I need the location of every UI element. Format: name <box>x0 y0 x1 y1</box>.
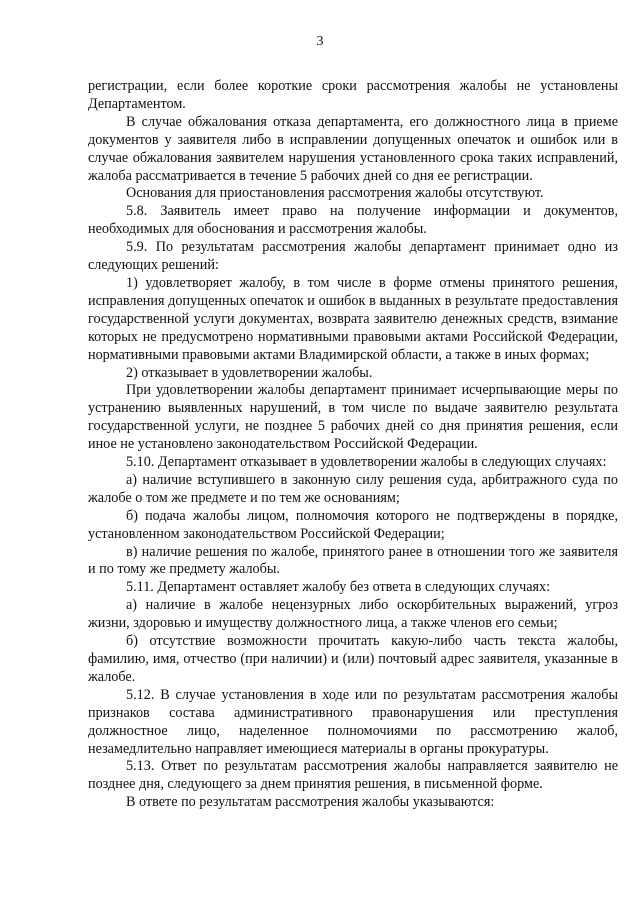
paragraph: 5.12. В случае установления в ходе или по результатам рассмотрения жалобы признаков состава административного правонарушения или преступления должностное лицо, наделенное полномочиями по рассмотрению жалоб, незамедлительно направляет имеющиеся материалы в органы прокуратуры. <box>88 686 618 757</box>
page-number: 3 <box>316 34 324 49</box>
paragraph: В случае обжалования отказа департамента, его должностного лица в приеме документов у заявителя либо в исправлении допущенных опечаток и ошибок или в случае обжалования заявителем нарушения установленного срока таких исправлений, жалоба рассматривается в течение 5 рабочих дней со дня ее регистрации. <box>88 113 618 184</box>
paragraph: а) наличие в жалобе нецензурных либо оскорбительных выражений, угроз жизни, здоровью и имуществу должностного лица, а также членов его семьи; <box>88 597 618 632</box>
paragraph: 5.9. По результатам рассмотрения жалобы департамент принимает одно из следующих решений: <box>88 239 618 274</box>
paragraph: 2) отказывает в удовлетворении жалобы. <box>126 364 373 381</box>
paragraph: При удовлетворении жалобы департамент принимает исчерпывающие меры по устранению выявленных нарушений, в том числе по выдаче заявителю результата государственной услуги, не позднее 5 рабочих дней со дня принятия решения, если иное не установлено законодательством Российской Федерации. <box>88 382 618 453</box>
paragraph: б) подача жалобы лицом, полномочия которого не подтверждены в порядке, установленном законодательством Российской Федерации; <box>88 507 618 542</box>
paragraph: 5.10. Департамент отказывает в удовлетворении жалобы в следующих случаях: <box>126 454 607 471</box>
paragraph: 5.8. Заявитель имеет право на получение информации и документов, необходимых для обоснования и рассмотрения жалобы. <box>88 203 618 238</box>
paragraph: 5.13. Ответ по результатам рассмотрения жалобы направляется заявителю не позднее дня, следующего за днем принятия решения, в письменной форме. <box>88 758 618 793</box>
paragraph: б) отсутствие возможности прочитать какую-либо часть текста жалобы, фамилию, имя, отчество (при наличии) и (или) почтовый адрес заявителя, указанные в жалобе. <box>88 633 618 685</box>
paragraph: Основания для приостановления рассмотрения жалобы отсутствуют. <box>126 185 544 202</box>
paragraph: регистрации, если более короткие сроки рассмотрения жалобы не установлены Департаментом. <box>88 78 618 112</box>
paragraph: 5.11. Департамент оставляет жалобу без ответа в следующих случаях: <box>126 579 551 596</box>
paragraph: 1) удовлетворяет жалобу, в том числе в форме отмены принятого решения, исправления допущенных опечаток и ошибок в выданных в результате предоставления государственной услуги документах, возврата заявителю денежных средств, взимание которых не предусмотрено нормативными правовыми актами Российской Федерации, нормативными правовыми актами Владимирской области, а также в иных формах; <box>88 274 618 363</box>
paragraph: в) наличие решения по жалобе, принятого ранее в отношении того же заявителя и по тому же предмету жалобы. <box>88 543 618 578</box>
body-text <box>88 78 618 812</box>
paragraph: а) наличие вступившего в законную силу решения суда, арбитражного суда по жалобе о том же предмете и по тем же основаниям; <box>88 471 618 506</box>
paragraph: В ответе по результатам рассмотрения жалобы указываются: <box>126 794 495 811</box>
